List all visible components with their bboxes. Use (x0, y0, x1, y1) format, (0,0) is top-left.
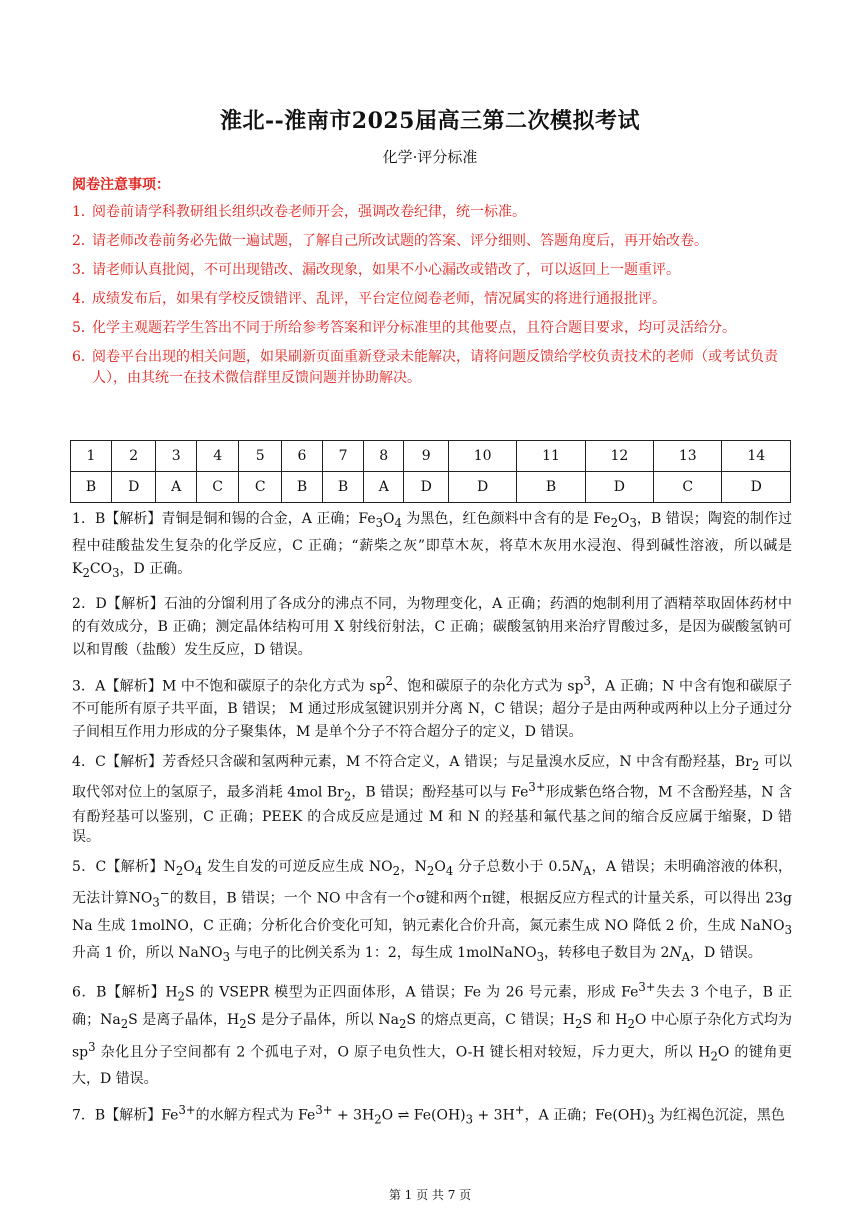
note-number: 4． (72, 291, 95, 307)
explanation-paragraph: 3．A【解析】M 中不饱和碳原子的杂化方式为 $sp^2$、饱和碳原子的杂化方式为 $sp^3$，A 正确；N 中含有饱和碳原子不可能所有原子共平面，B 错误； M 通过形成氢键识别并分离 N，C 错误；超分子是由两种或两种以上分子通过分子间相互作用力形成的分子聚集体，M 是单个分子不符合超分子的定义，D 错误。 (72, 673, 792, 741)
explanation-paragraph: 4．C【解析】芳香烃只含碳和氢两种元素，M 不符合定义，A 错误；与足量溴水反应，N 中含有酚羟基，$Br_2$ 可以取代邻对位上的氢原子，最多消耗 4mol $Br_2$，B 错误；酚羟基可以与 $Fe^{3+}$形成紫色络合物，M 不含酚羟基，N 含有酚羟基可以鉴别，C 正确；PEEK 的合成反应是通过 M 和 N 的羟基和氟代基之间的缩合反应属于缩聚，D 错误。 (72, 754, 792, 845)
note-number: 6． (72, 349, 95, 365)
question-number-cell: 6 (282, 441, 323, 472)
answer-cell: C (196, 472, 239, 503)
note-item (72, 202, 792, 223)
answer-cell: A (364, 472, 404, 503)
answer-cell: D (112, 472, 156, 503)
note-item (72, 289, 792, 310)
answer-cell: D (404, 472, 448, 503)
note-text: 请老师改卷前务必先做一遍试题，了解自己所改试题的答案、评分细则、答题角度后，再开始改卷。 (92, 233, 708, 249)
answer-cell: D (585, 472, 653, 503)
explanations (72, 508, 792, 1140)
answer-cell: D (722, 472, 791, 503)
note-text: 请老师认真批阅，不可出现错改、漏改现象，如果不小心漏改或错改了，可以返回上一题重评。 (92, 262, 680, 278)
answer-cell: B (282, 472, 323, 503)
page-subtitle: 化学·评分标准 (382, 148, 478, 166)
note-item (72, 318, 792, 339)
grading-notes (72, 174, 792, 397)
question-number-cell: 9 (404, 441, 448, 472)
note-item (72, 231, 792, 252)
explanation-paragraph: 6．B【解析】$H_2S$ 的 VSEPR 模型为正四面体形，A 错误；Fe 为 26 号元素，形成 $Fe^{3+}$失去 3 个电子，B 正确；$Na_2S$ 是离子晶体，$H_2S$ 是分子晶体，所以 $Na_2S$ 的熔点更高，C 错误；$H_2S$ 和 $H_2O$ 中心原子杂化方式均为 $sp^3$ 杂化且分子空间都有 2 个孤电子对，O 原子电负性大，O-H 键长相对较短，斥力更大，所以 $H_2O$ 的键角更大，D 错误。 (72, 980, 793, 1088)
note-number: 3． (72, 262, 95, 278)
note-item (72, 260, 792, 281)
explanation-paragraph: 7．B【解析】$Fe^{3+}$的水解方程式为 $Fe^{3+} + 3H_2O$ ⇌ $Fe(OH)_3 + 3H^+$，A 正确；$Fe(OH)_3$ 为红褐色沉淀，黑色 (72, 1103, 785, 1127)
note-text: 化学主观题若学生答出不同于所给参考答案和评分标准里的其他要点，且符合题目要求，均可灵活给分。 (92, 320, 736, 336)
note-number: 2． (72, 233, 95, 249)
notes-heading: 阅卷注意事项： (72, 177, 170, 193)
note-item (72, 347, 792, 389)
note-text: 阅卷平台出现的相关问题，如果刷新页面重新登录未能解决，请将问题反馈给学校负责技术的老师（或考试负责人），由其统一在技术微信群里反馈问题并协助解决。 (92, 349, 778, 386)
question-number-cell: 2 (112, 441, 156, 472)
answer-cell: D (448, 472, 516, 503)
explanation-paragraph: 2．D【解析】石油的分馏利用了各成分的沸点不同，为物理变化，A 正确；药酒的炮制利用了酒精萃取固体药材中的有效成分，B 正确；测定晶体结构可用 X 射线衍射法，C 正确；碳酸氢钠用来治疗胃酸过多，是因为碳酸氢钠可以和胃酸（盐酸）发生反应，D 错误。 (72, 595, 792, 658)
page-footer: 第 1 页 共 7 页 (388, 1188, 472, 1202)
question-number-cell: 10 (448, 441, 516, 472)
note-text: 阅卷前请学科教研组长组织改卷老师开会，强调改卷纪律，统一标准。 (92, 204, 526, 220)
answer-cell: B (71, 472, 112, 503)
question-number-cell: 11 (517, 441, 585, 472)
question-number-cell: 8 (364, 441, 404, 472)
note-text: 成绩发布后，如果有学校反馈错评、乱评，平台定位阅卷老师，情况属实的将进行通报批评。 (92, 291, 666, 307)
question-number-cell: 5 (239, 441, 282, 472)
question-number-cell: 1 (71, 441, 112, 472)
question-number-cell: 13 (654, 441, 722, 472)
answer-cell: A (156, 472, 196, 503)
answer-cell: B (323, 472, 364, 503)
answer-cell: C (654, 472, 722, 503)
explanation-paragraph: 1．B【解析】青铜是铜和锡的合金，A 正确；$Fe_3O_4$ 为黑色，红色颜料中含有的是 $Fe_2O_3$，B 错误；陶瓷的制作过程中硅酸盐发生复杂的化学反应，C 正确；“薪柴之灰”即草木灰，将草木灰用水浸泡、得到碱性溶液，所以碱是 $K_2CO_3$，D 正确。 (72, 511, 792, 580)
question-number-cell: 3 (156, 441, 196, 472)
answer-table-number-row (71, 441, 791, 472)
answer-cell: C (239, 472, 282, 503)
answer-table-answer-row (71, 472, 791, 503)
question-number-cell: 7 (323, 441, 364, 472)
question-number-cell: 12 (585, 441, 653, 472)
explanation-paragraph: 5．C【解析】$N_2O_4$ 发生自发的可逆反应生成 $NO_2$，$N_2O_4$ 分子总数小于 $0.5N_A$，A 错误；未明确溶液的体积，无法计算$NO_3^-$的数目，B 错误；一个 NO 中含有一个σ键和两个π键，根据反应方程式的计量关系，可以得出 23g Na 生成 1molNO，C 正确；分析化合价变化可知，钠元素化合价升高，氮元素生成 NO 降低 2 价，生成 NaNO$_3$ 升高 1 价，所以 NaNO$_3$ 与电子的比例关系为 1：2，每生成 1molNaNO$_3$，转移电子数目为 $2N_A$，D 错误。 (72, 858, 793, 964)
note-number: 5． (72, 320, 95, 336)
question-number-cell: 14 (722, 441, 791, 472)
page-title: 淮北--淮南市2025届高三第二次模拟考试 (220, 108, 640, 134)
answer-table (70, 440, 791, 503)
note-number: 1． (72, 204, 95, 220)
notes-list (72, 202, 792, 389)
question-number-cell: 4 (196, 441, 239, 472)
answer-cell: B (517, 472, 585, 503)
